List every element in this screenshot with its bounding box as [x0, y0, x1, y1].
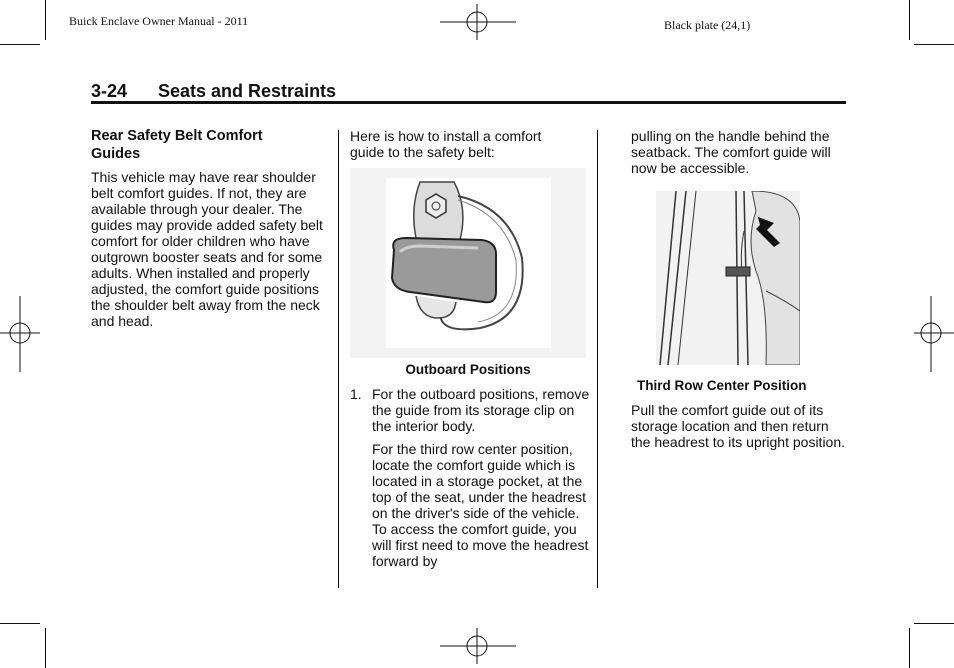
plate-label: Black plate (24,1) — [664, 18, 751, 32]
intro-paragraph: Here is how to install a comfort guide to the safety belt: — [350, 128, 542, 160]
section-title: Seats and Restraints — [158, 81, 337, 101]
headrest-illustration — [656, 191, 800, 365]
step-paragraph: For the third row center position, locate the comfort guide which is located in a storage pocket, at the top of the seat, under the headrest on the driver's side of the vehicle. To access the comfort guide, you will first need to move the headrest forward by — [372, 441, 589, 569]
registration-mark-top — [440, 0, 516, 44]
crop-mark — [0, 44, 40, 45]
registration-mark-right — [914, 296, 954, 372]
section-rule — [91, 101, 846, 104]
crop-mark — [909, 628, 910, 668]
column-divider — [338, 130, 339, 588]
crop-mark — [0, 623, 40, 624]
continued-paragraph: pulling on the handle behind the seatback. The comfort guide will now be accessible. — [631, 128, 831, 176]
body-paragraph: Pull the comfort guide out of its storage location and then return the headrest to its upright position. — [631, 402, 846, 450]
registration-mark-bottom — [440, 624, 516, 668]
subsection-heading: Rear Safety Belt Comfort Guides — [91, 128, 263, 162]
column-divider — [597, 130, 598, 588]
outboard-figure — [350, 168, 586, 358]
third-row-figure — [656, 191, 800, 365]
crop-mark — [909, 0, 910, 40]
crop-mark — [914, 623, 954, 624]
comfort-guide-illustration — [350, 168, 586, 358]
figure-caption: Outboard Positions — [405, 362, 531, 377]
body-paragraph: This vehicle may have rear shoulder belt comfort guides. If not, they are available through your dealer. The guides may provide added safety belt comfort for older children who have outgrown booster seats and for some adults. When installed and properly adjusted, the comfort guide positions the shoulder belt away from the neck and head. — [91, 169, 323, 329]
step-text: For the outboard positions, remove the guide from its storage clip on the interior body. — [372, 386, 590, 434]
page-number: 3-24 — [91, 81, 128, 101]
step-number: 1. — [350, 386, 362, 402]
figure-caption: Third Row Center Position — [637, 378, 807, 393]
registration-mark-left — [0, 296, 40, 372]
crop-mark — [45, 0, 46, 40]
crop-mark — [914, 44, 954, 45]
crop-mark — [45, 628, 46, 668]
manual-title: Buick Enclave Owner Manual - 2011 — [69, 14, 249, 28]
